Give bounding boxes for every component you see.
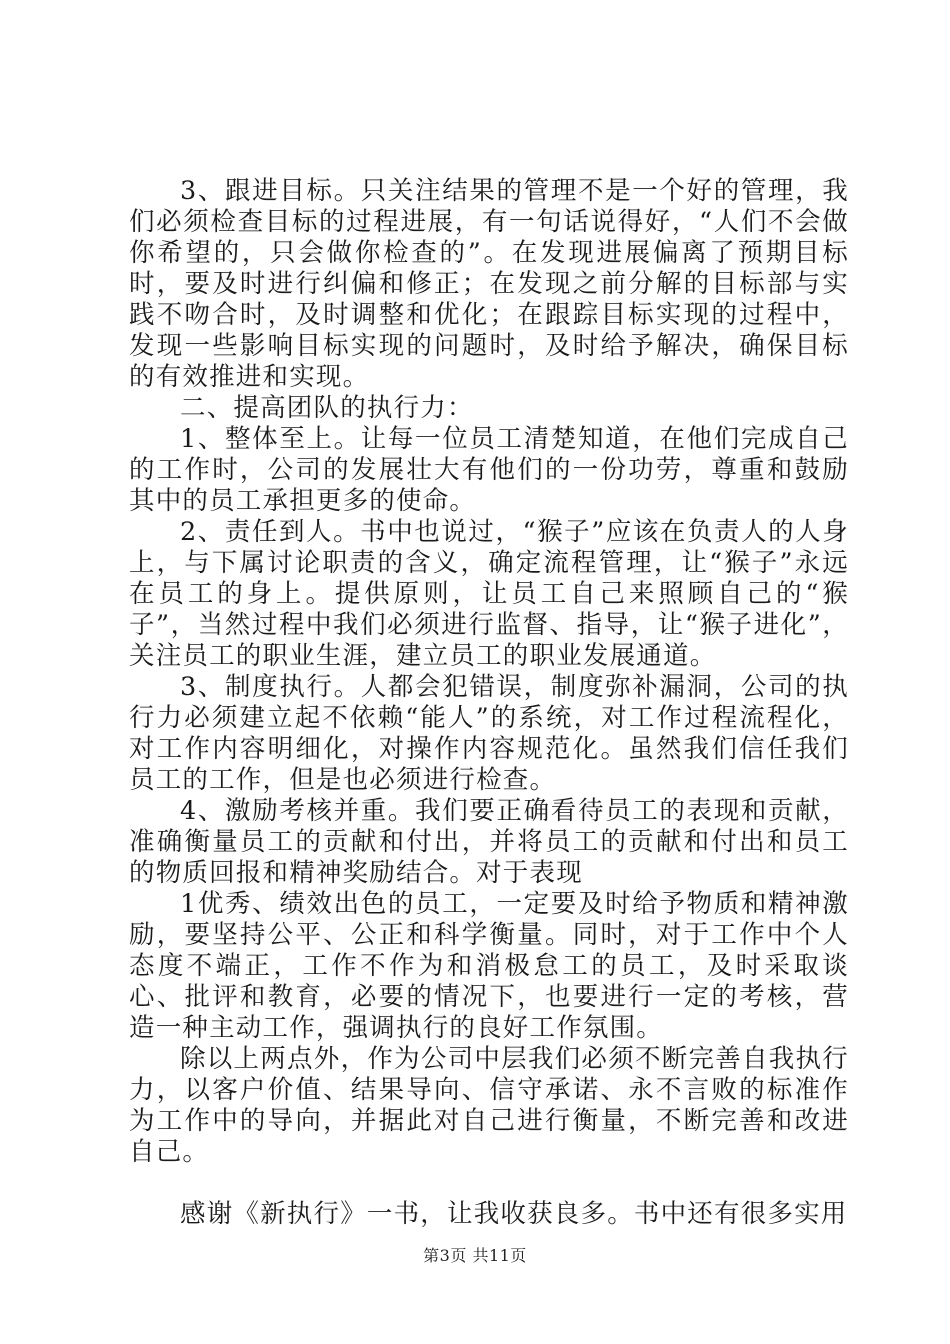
document-body [129, 176, 849, 1230]
section-heading-team-execution: 二、提高团队的执行力： [180, 393, 474, 423]
paragraph-thanks: 感谢《新执行》一书，让我收获良多。书中还有很多实用 [180, 1199, 848, 1229]
paragraph-overall-first: 1、整体至上。让每一位员工清楚知道，在他们完成自己的工作时，公司的发展壮大有他们的一份功劳，尊重和鼓励其中的员工承担更多的使命。 [129, 424, 849, 516]
paragraph-conclusion: 除以上两点外，作为公司中层我们必须不断完善自我执行力，以客户价值、结果导向、信守承诺、永不言败的标准作为工作中的导向，并据此对自己进行衡量，不断完善和改进自己。 [129, 1044, 849, 1167]
paragraph-excellent-staff: 1优秀、绩效出色的员工，一定要及时给予物质和精神激励，要坚持公平、公正和科学衡量。同时，对于工作中个人态度不端正，工作不作为和消极怠工的员工，及时采取谈心、批评和教育，必要的情况下，也要进行一定的考核，营造一种主动工作，强调执行的良好工作氛围。 [129, 889, 849, 1043]
page-number-footer: 第3页 共11页 [423, 1246, 527, 1265]
paragraph-follow-up-goals: 3、跟进目标。只关注结果的管理不是一个好的管理，我们必须检查目标的过程进展，有一句话说得好，“人们不会做你希望的，只会做你检查的”。在发现进展偏离了预期目标时，要及时进行纠偏和修正；在发现之前分解的目标部与实践不吻合时，及时调整和优化；在跟踪目标实现的过程中，发现一些影响目标实现的问题时，及时给予解决，确保目标的有效推进和实现。 [129, 176, 849, 392]
paragraph-responsibility: 2、责任到人。书中也说过，“猴子”应该在负责人的人身上，与下属讨论职责的含义，确定流程管理，让“猴子”永远在员工的身上。提供原则，让员工自己来照顾自己的“猴子”，当然过程中我们必须进行监督、指导，让“猴子进化”，关注员工的职业生涯，建立员工的职业发展通道。 [129, 517, 849, 671]
paragraph-incentive-assessment: 4、激励考核并重。我们要正确看待员工的表现和贡献，准确衡量员工的贡献和付出，并将员工的贡献和付出和员工的物质回报和精神奖励结合。对于表现 [129, 796, 849, 888]
paragraph-system-execution: 3、制度执行。人都会犯错误，制度弥补漏洞，公司的执行力必须建立起不依赖“能人”的系统，对工作过程流程化，对工作内容明细化，对操作内容规范化。虽然我们信任我们员工的工作，但是也必须进行检查。 [129, 672, 849, 795]
